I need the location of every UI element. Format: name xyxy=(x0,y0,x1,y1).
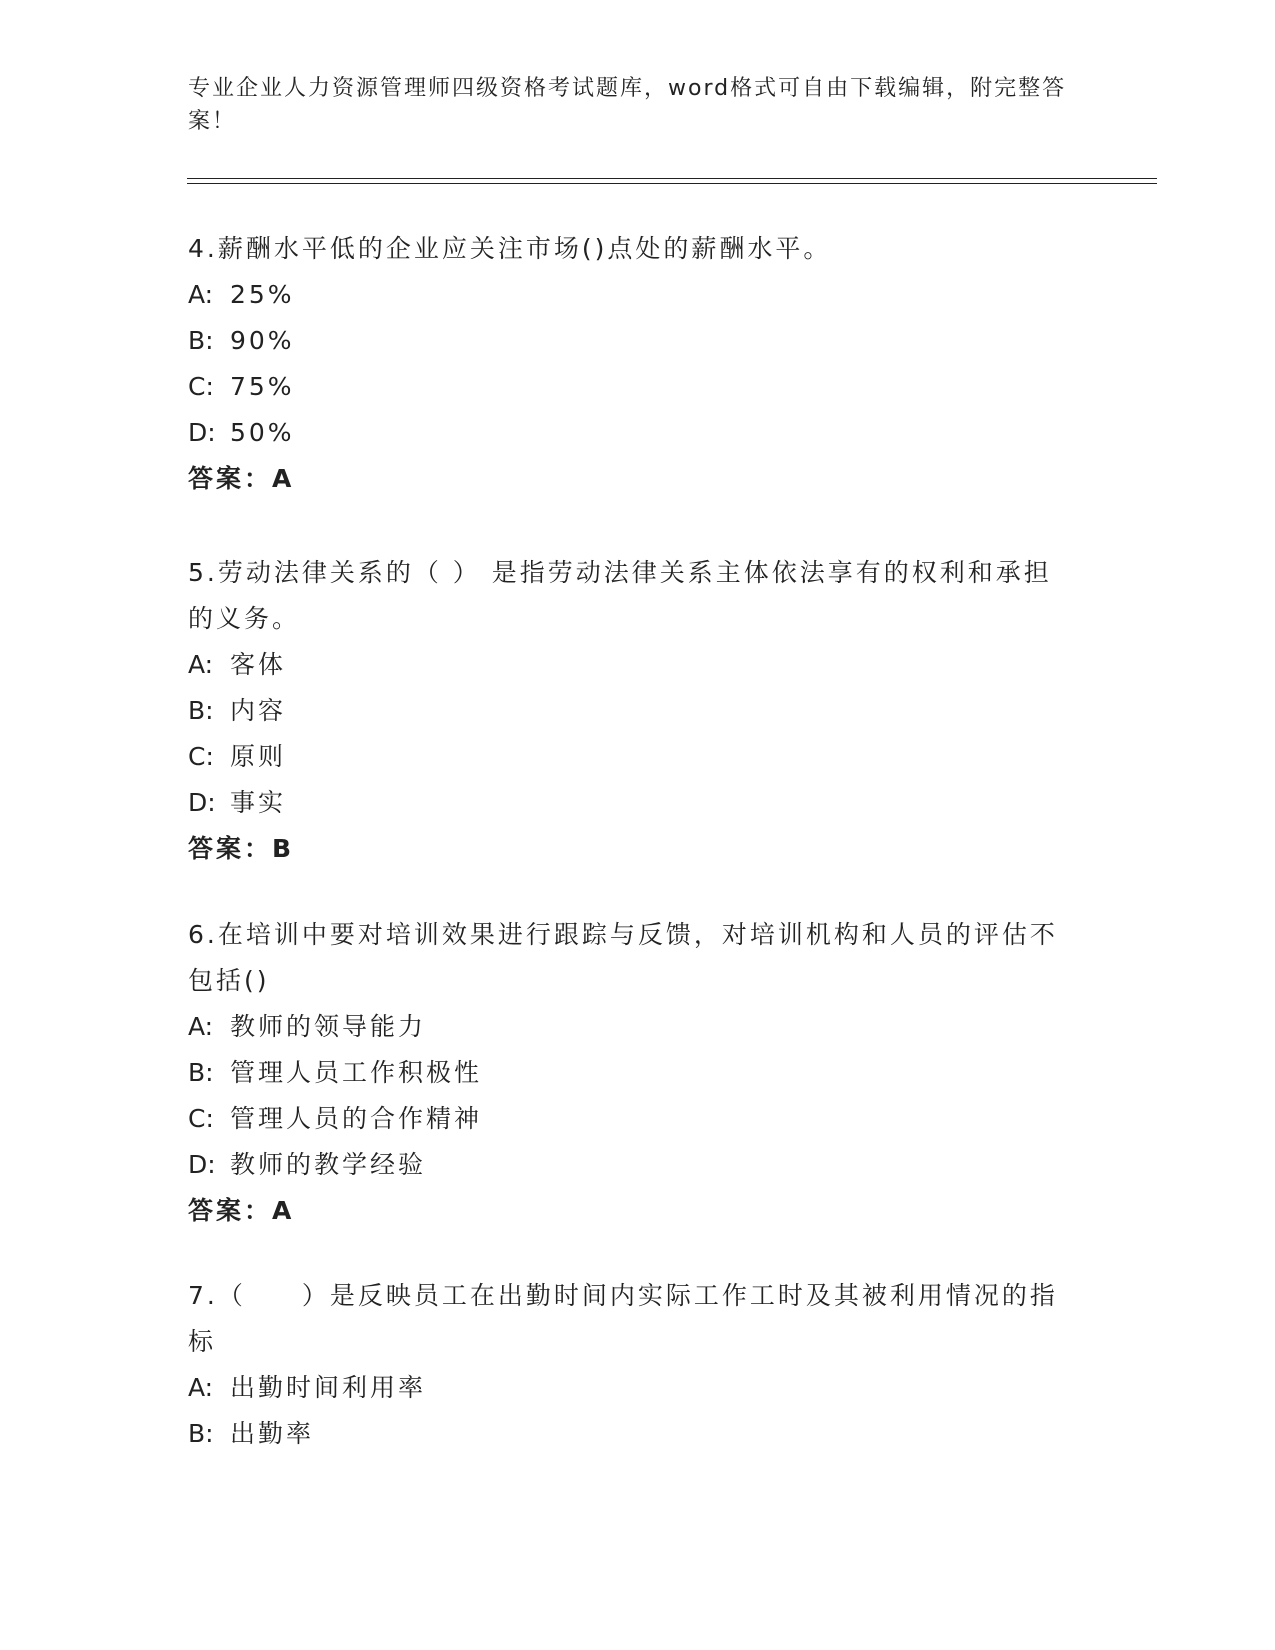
question-7 xyxy=(188,1273,1068,1457)
option-letter: B: xyxy=(188,696,214,725)
option-letter: B: xyxy=(188,1419,214,1448)
option-text: 原则 xyxy=(230,742,287,771)
option-b xyxy=(188,1050,1068,1096)
answer-line xyxy=(188,1188,1068,1234)
option-letter: C: xyxy=(188,372,214,401)
question-4 xyxy=(188,226,1068,502)
option-text: 管理人员工作积极性 xyxy=(230,1058,483,1087)
option-a xyxy=(188,1365,1068,1411)
question-stem: 5.劳动法律关系的（ ） 是指劳动法律关系主体依法享有的权利和承担的义务。 xyxy=(188,558,1052,633)
answer-label: 答案： xyxy=(188,1196,273,1225)
option-letter: A: xyxy=(188,1373,214,1402)
answer-value: A xyxy=(272,1196,293,1225)
document-header: 专业企业人力资源管理师四级资格考试题库，word格式可自由下载编辑，附完整答案！ xyxy=(188,76,1067,134)
option-text: 管理人员的合作精神 xyxy=(230,1104,483,1133)
option-letter: A: xyxy=(188,650,214,679)
option-text: 25% xyxy=(230,280,295,309)
option-text: 出勤率 xyxy=(230,1419,315,1448)
answer-label: 答案： xyxy=(188,464,273,493)
header-divider-top xyxy=(187,178,1157,179)
header-divider-bottom xyxy=(187,183,1157,184)
option-d xyxy=(188,410,1068,456)
option-d xyxy=(188,1142,1068,1188)
option-letter: D: xyxy=(188,418,216,447)
option-d xyxy=(188,780,1068,826)
option-letter: B: xyxy=(188,326,214,355)
question-stem: 6.在培训中要对培训效果进行跟踪与反馈，对培训机构和人员的评估不包括() xyxy=(188,920,1058,995)
answer-line xyxy=(188,456,1068,502)
option-letter: D: xyxy=(188,788,216,817)
option-text: 50% xyxy=(230,418,295,447)
option-text: 事实 xyxy=(230,788,287,817)
answer-label: 答案： xyxy=(188,834,273,863)
option-text: 教师的教学经验 xyxy=(230,1150,427,1179)
option-b xyxy=(188,1411,1068,1457)
option-a xyxy=(188,272,1068,318)
option-c xyxy=(188,734,1068,780)
option-a xyxy=(188,1004,1068,1050)
answer-value: B xyxy=(272,834,293,863)
option-text: 内容 xyxy=(230,696,287,725)
option-b xyxy=(188,318,1068,364)
option-c xyxy=(188,364,1068,410)
question-6 xyxy=(188,912,1068,1234)
option-letter: C: xyxy=(188,1104,214,1133)
option-text: 教师的领导能力 xyxy=(230,1012,427,1041)
answer-value: A xyxy=(272,464,293,493)
option-letter: D: xyxy=(188,1150,216,1179)
option-b xyxy=(188,688,1068,734)
option-text: 出勤时间利用率 xyxy=(230,1373,427,1402)
option-a xyxy=(188,642,1068,688)
question-5 xyxy=(188,550,1068,872)
answer-line xyxy=(188,826,1068,872)
option-text: 客体 xyxy=(230,650,287,679)
option-letter: C: xyxy=(188,742,214,771)
option-letter: B: xyxy=(188,1058,214,1087)
question-stem: 7.（ ）是反映员工在出勤时间内实际工作工时及其被利用情况的指标 xyxy=(188,1281,1058,1356)
option-letter: A: xyxy=(188,280,214,309)
question-stem: 4.薪酬水平低的企业应关注市场()点处的薪酬水平。 xyxy=(188,234,832,263)
option-text: 75% xyxy=(230,372,295,401)
option-letter: A: xyxy=(188,1012,214,1041)
option-text: 90% xyxy=(230,326,295,355)
option-c xyxy=(188,1096,1068,1142)
